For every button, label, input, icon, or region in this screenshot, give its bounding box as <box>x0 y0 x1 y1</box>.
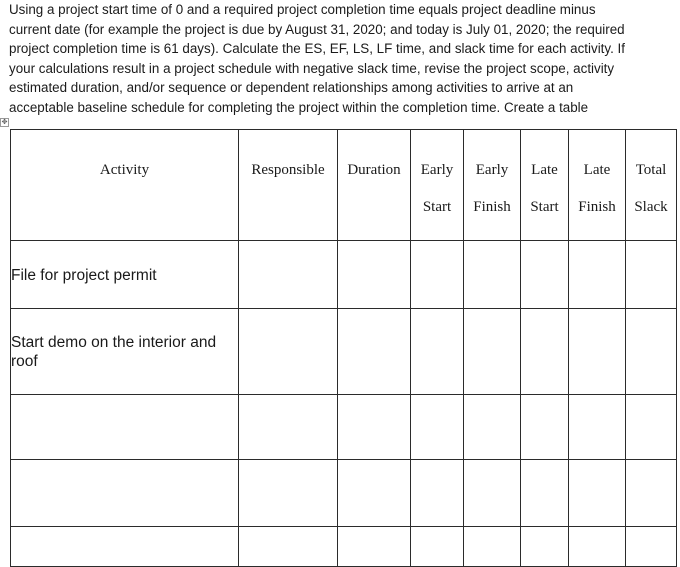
table-row <box>11 460 677 527</box>
header-label: Late <box>583 162 611 178</box>
duration-cell[interactable] <box>338 309 411 395</box>
header-label: Responsible <box>251 162 325 178</box>
total-slack-cell[interactable] <box>626 241 677 309</box>
early-finish-cell[interactable] <box>464 460 521 527</box>
responsible-cell[interactable] <box>239 309 338 395</box>
early-start-cell[interactable] <box>411 395 464 460</box>
early-finish-cell[interactable] <box>464 241 521 309</box>
header-label: Duration <box>347 162 401 178</box>
total-slack-cell[interactable] <box>626 527 677 567</box>
table-header-row <box>11 130 677 241</box>
header-label: Activity <box>99 162 150 178</box>
late-finish-cell[interactable] <box>569 460 626 527</box>
early-start-cell[interactable] <box>411 527 464 567</box>
instructions-line: estimated duration, and/or sequence or dependent relationships among activities to arrive at an <box>9 80 574 96</box>
late-start-cell[interactable] <box>521 460 569 527</box>
early-finish-cell[interactable] <box>464 527 521 567</box>
table-row <box>11 309 677 395</box>
header-label: Finish <box>473 199 511 215</box>
header-label: Start <box>530 199 559 215</box>
table-move-handle-icon[interactable]: ✥ <box>1 118 8 126</box>
header-early-start <box>411 130 464 241</box>
header-label: Start <box>422 199 452 215</box>
table-row <box>11 395 677 460</box>
header-label: Early <box>420 162 454 178</box>
header-late-finish <box>569 130 626 241</box>
header-label: Late <box>531 162 558 178</box>
total-slack-cell[interactable] <box>626 395 677 460</box>
early-start-cell[interactable] <box>411 241 464 309</box>
responsible-cell[interactable] <box>239 241 338 309</box>
late-start-cell[interactable] <box>521 241 569 309</box>
activity-text: Start demo on the interior and roof <box>11 334 217 370</box>
activity-cell[interactable] <box>11 527 239 567</box>
header-label: Slack <box>634 199 668 215</box>
activity-cell[interactable] <box>11 241 239 309</box>
responsible-cell[interactable] <box>239 527 338 567</box>
late-start-cell[interactable] <box>521 395 569 460</box>
duration-cell[interactable] <box>338 241 411 309</box>
duration-cell[interactable] <box>338 395 411 460</box>
instructions-line: current date (for example the project is due by August 31, 2020; and today is July 01, 2020; the required <box>9 21 625 37</box>
header-responsible <box>239 130 338 241</box>
responsible-cell[interactable] <box>239 395 338 460</box>
early-start-cell[interactable] <box>411 460 464 527</box>
header-early-finish <box>464 130 521 241</box>
table-row <box>11 527 677 567</box>
late-finish-cell[interactable] <box>569 309 626 395</box>
duration-cell[interactable] <box>338 460 411 527</box>
late-finish-cell[interactable] <box>569 527 626 567</box>
late-start-cell[interactable] <box>521 309 569 395</box>
header-late-start <box>521 130 569 241</box>
header-activity <box>11 130 239 241</box>
activity-cell[interactable] <box>11 309 239 395</box>
late-start-cell[interactable] <box>521 527 569 567</box>
instructions-line: Using a project start time of 0 and a required project completion time equals project deadline minus <box>9 2 596 17</box>
activity-cell[interactable] <box>11 395 239 460</box>
activity-text: File for project permit <box>11 267 157 284</box>
header-total-slack <box>626 130 677 241</box>
instructions-line: project completion time is 61 days). Calculate the ES, EF, LS, LF time, and slack time for each activity. If <box>9 41 625 57</box>
header-duration <box>338 130 411 241</box>
late-finish-cell[interactable] <box>569 395 626 460</box>
activity-cell[interactable] <box>11 460 239 527</box>
header-label: Total <box>635 162 667 178</box>
instructions-paragraph <box>9 0 677 118</box>
early-finish-cell[interactable] <box>464 395 521 460</box>
duration-cell[interactable] <box>338 527 411 567</box>
header-label: Early <box>475 162 509 178</box>
instructions-line: acceptable baseline schedule for completing the project within the completion time. Create a table <box>9 99 589 115</box>
early-start-cell[interactable] <box>411 309 464 395</box>
early-finish-cell[interactable] <box>464 309 521 395</box>
header-label: Finish <box>578 199 616 215</box>
total-slack-cell[interactable] <box>626 460 677 527</box>
total-slack-cell[interactable] <box>626 309 677 395</box>
instructions-line: your calculations result in a project schedule with negative slack time, revise the project scope, activity <box>9 60 615 76</box>
late-finish-cell[interactable] <box>569 241 626 309</box>
schedule-table <box>10 129 677 567</box>
table-row <box>11 241 677 309</box>
responsible-cell[interactable] <box>239 460 338 527</box>
